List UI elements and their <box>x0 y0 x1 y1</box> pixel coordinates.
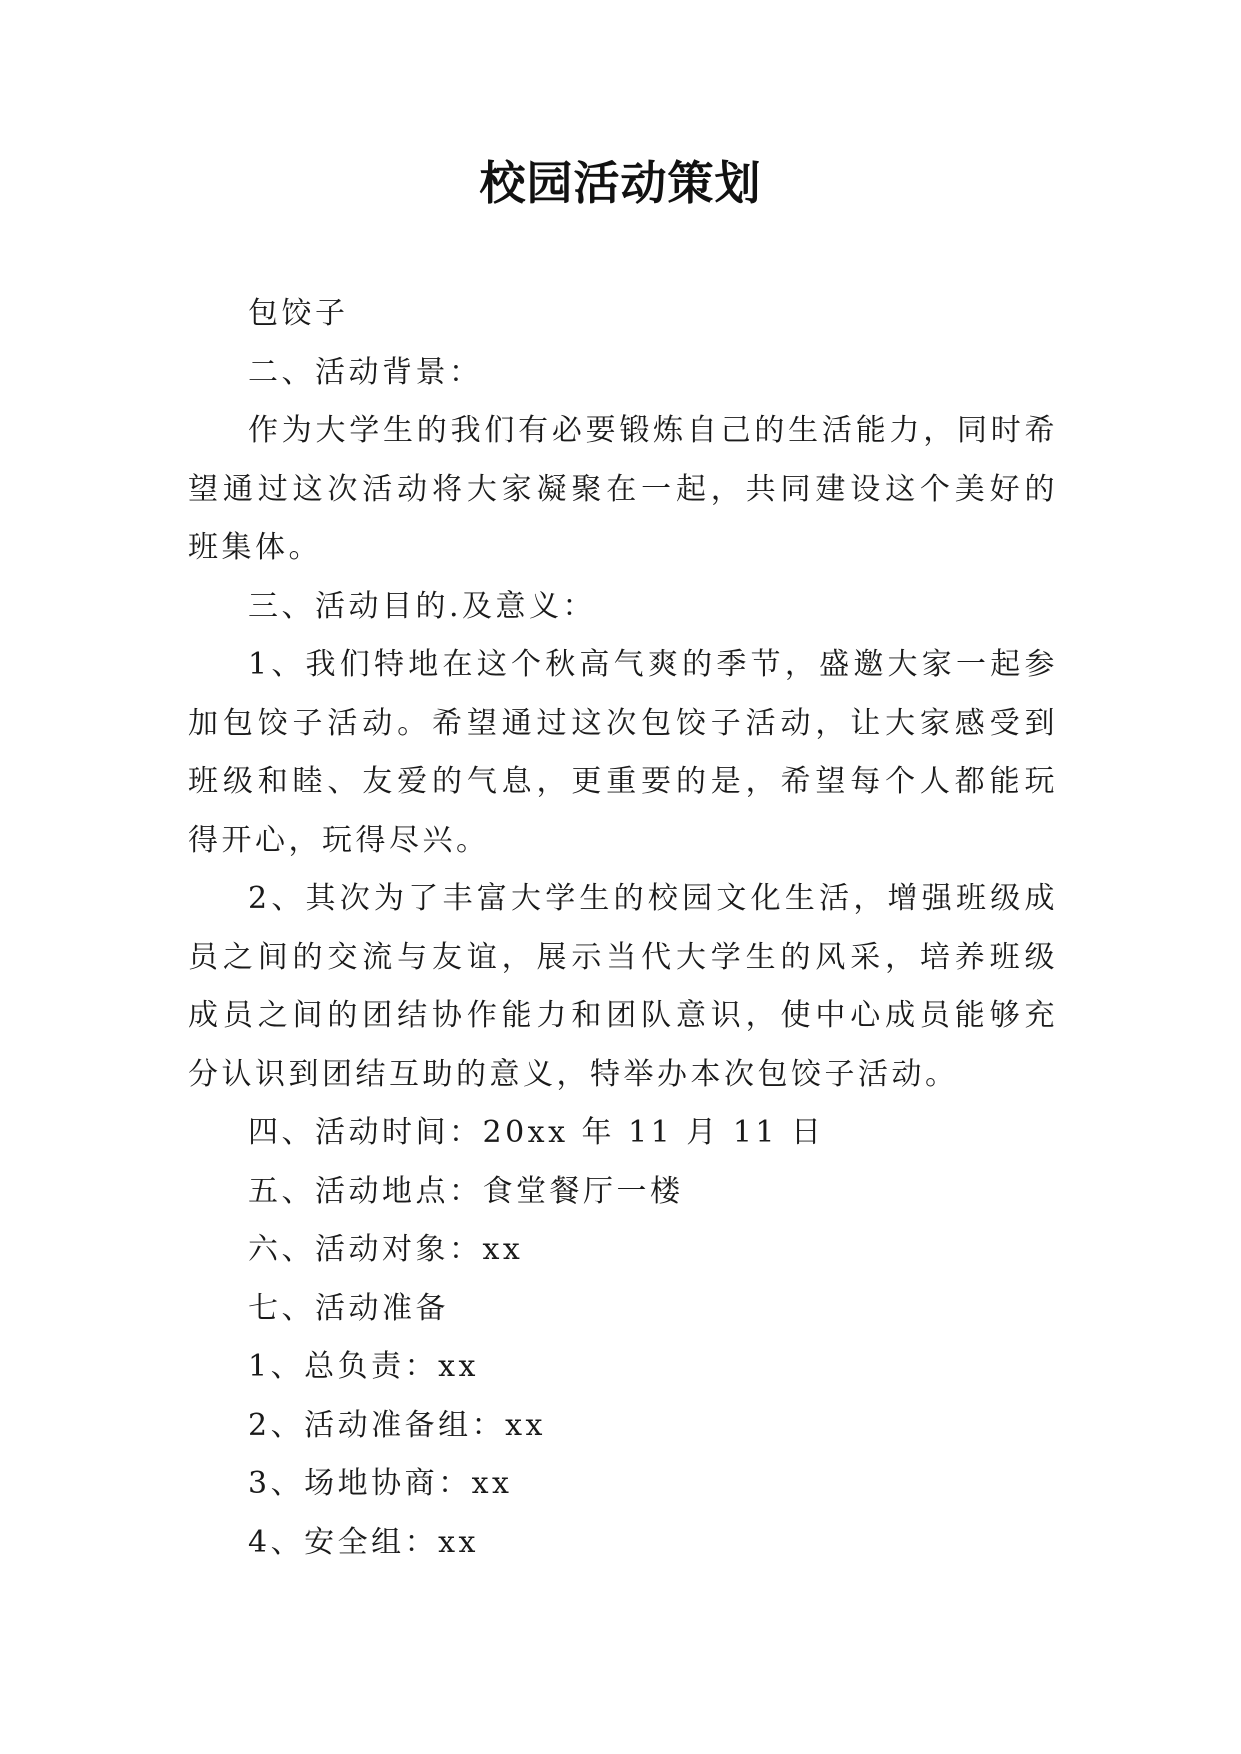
heading-background: 二、活动背景： <box>248 354 483 390</box>
paragraph-activity-name: 包饺子 <box>248 296 349 331</box>
document-body <box>188 285 1058 1572</box>
document-title: 校园活动策划 <box>479 156 762 210</box>
line-safety-group: 4、安全组：xx <box>248 1524 479 1560</box>
paragraph-background: 作为大学生的我们有必要锻炼自己的生活能力，同时希望通过这次活动将大家凝聚在一起，共同建设这个美好的班集体。 <box>188 413 1058 565</box>
line-prep-group: 2、活动准备组：xx <box>248 1407 546 1443</box>
heading-purpose: 三、活动目的.及意义： <box>248 588 597 624</box>
paragraph-purpose-2: 2、其次为了丰富大学生的校园文化生活，增强班级成员之间的交流与友谊，展示当代大学生的风采，培养班级成员之间的团结协作能力和团队意识，使中心成员能够充分认识到团结互助的意义，特举办本次包饺子活动。 <box>188 881 1058 1092</box>
line-general-lead: 1、总负责：xx <box>248 1349 479 1384</box>
paragraph-purpose-1: 1、我们特地在这个秋高气爽的季节，盛邀大家一起参加包饺子活动。希望通过这次包饺子活动，让大家感受到班级和睦、友爱的气息，更重要的是，希望每个人都能玩得开心，玩得尽兴。 <box>188 647 1058 858</box>
line-activity-time: 四、活动时间：20xx 年 11 月 11 日 <box>248 1115 825 1150</box>
line-activity-location: 五、活动地点：食堂餐厅一楼 <box>248 1173 684 1209</box>
line-activity-participants: 六、活动对象：xx <box>248 1232 524 1267</box>
heading-preparation: 七、活动准备 <box>248 1290 449 1326</box>
line-venue-coordination: 3、场地协商：xx <box>248 1466 513 1501</box>
